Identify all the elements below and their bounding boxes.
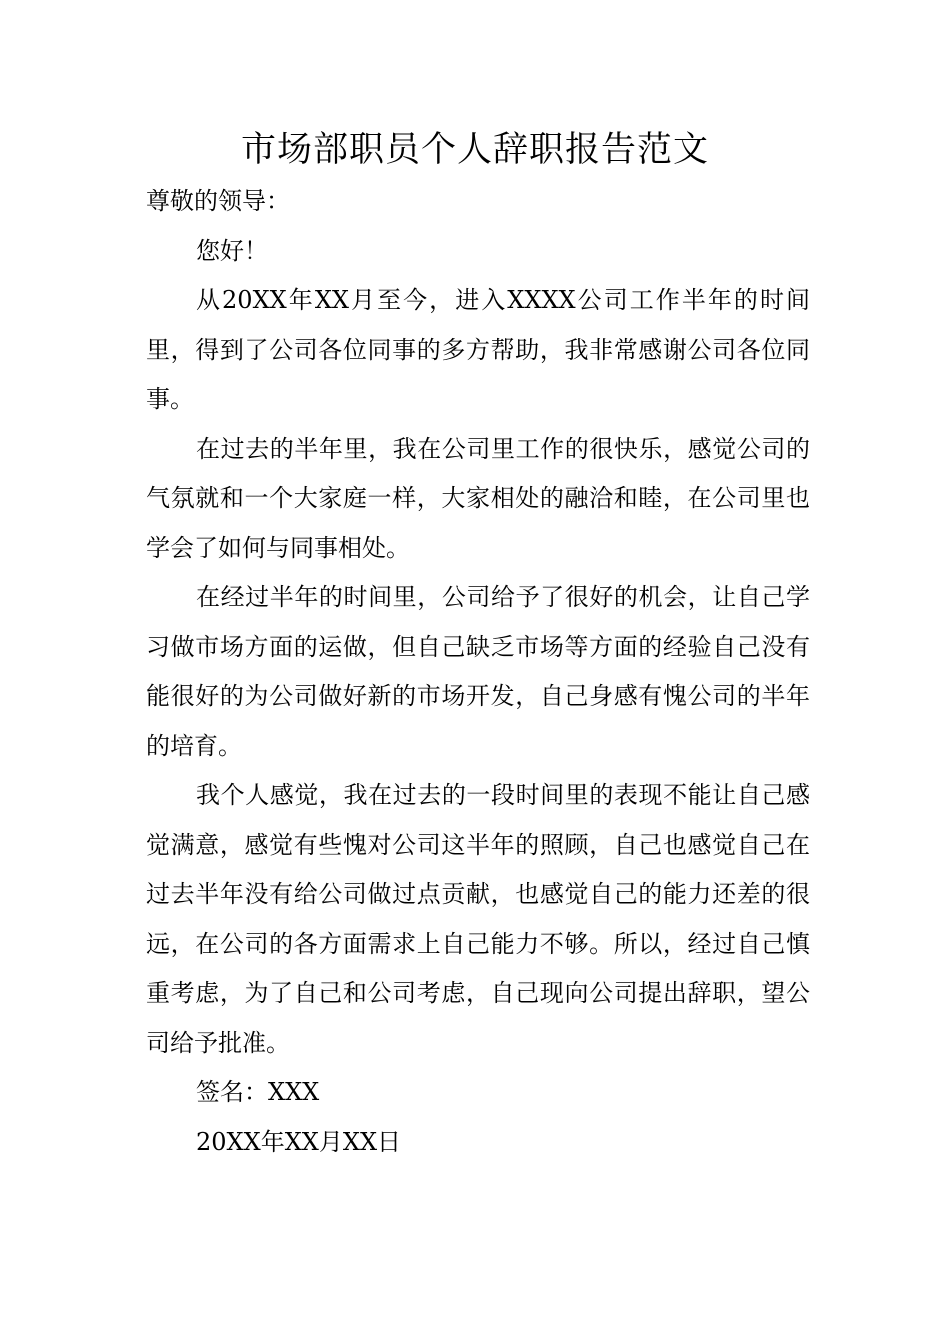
letter-body: [146, 177, 810, 1167]
greeting: 您好！: [196, 236, 268, 265]
paragraph-3: 在经过半年的时间里，公司给予了很好的机会，让自己学习做市场方面的运做，但自己缺乏市场等方面的经验自己没有能很好的为公司做好新的市场开发，自己身感有愧公司的半年的培育。: [146, 583, 810, 760]
signature: 签名：XXX: [196, 1078, 320, 1106]
paragraph-2: 在过去的半年里，我在公司里工作的很快乐，感觉公司的气氛就和一个大家庭一样，大家相处的融洽和睦，在公司里也学会了如何与同事相处。: [146, 434, 810, 562]
salutation: 尊敬的领导：: [146, 187, 290, 215]
date: 20XX年XX月XX日: [196, 1127, 402, 1156]
document-title: 市场部职员个人辞职报告范文: [240, 130, 709, 170]
paragraph-4: 我个人感觉，我在过去的一段时间里的表现不能让自己感觉满意，感觉有些愧对公司这半年的照顾，自己也感觉自己在过去半年没有给公司做过点贡献，也感觉自己的能力还差的很远，在公司的各方面需求上自己能力不够。所以，经过自己慎重考虑，为了自己和公司考虑，自己现向公司提出辞职，望公司给予批准。: [146, 781, 810, 1057]
paragraph-1: 从20XX年XX月至今，进入XXXX公司工作半年的时间里，得到了公司各位同事的多方帮助，我非常感谢公司各位同事。: [146, 286, 810, 413]
